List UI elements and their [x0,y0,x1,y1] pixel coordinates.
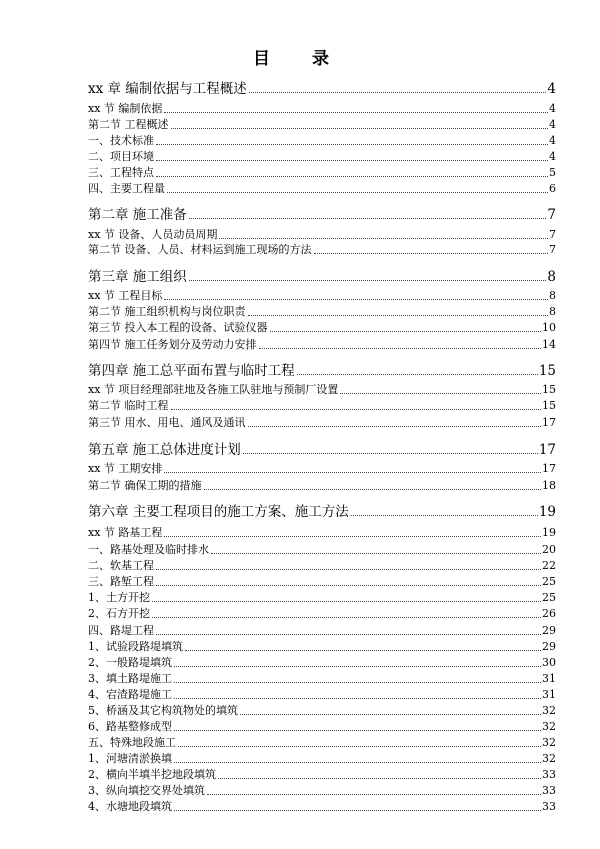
toc-section-entry[interactable] [88,768,556,782]
toc-section-entry[interactable] [88,656,556,670]
toc-entry-label: 一、路基处理及临时排水 [88,543,209,556]
toc-entry-label: 四、路堤工程 [88,624,154,637]
toc-page-number: 7 [549,243,556,256]
dot-leader [314,253,549,254]
toc-entry-label: 第三章 施工组织 [88,269,187,285]
toc-page-number: 14 [542,338,556,351]
toc-chapter-entry[interactable] [88,502,556,520]
toc-page-number: 29 [542,624,556,637]
toc-page-number: 20 [542,543,556,556]
toc-page-number: 8 [549,305,556,318]
toc-entry-label: 1、试验段路堤填筑 [88,640,183,653]
toc-entry-label: xx 节 编制依据 [88,102,163,115]
dot-leader [156,160,548,161]
toc-entry-label: 1、河塘清淤换填 [88,752,172,765]
dot-leader [164,472,541,473]
toc-section-entry[interactable] [88,228,556,242]
toc-entry-label: 第五章 施工总体进度计划 [88,442,241,458]
toc-entry-label: xx 节 设备、人员动员周期 [88,228,218,241]
toc-section-entry[interactable] [88,118,556,132]
toc-section-entry[interactable] [88,462,556,476]
toc-section-entry[interactable] [88,182,556,196]
dot-leader [164,112,548,113]
toc-entry-label: 2、石方开挖 [88,607,150,620]
dot-leader [211,553,541,554]
dot-leader [204,489,542,490]
toc-section-entry[interactable] [88,399,556,413]
toc-section-entry[interactable] [88,607,556,621]
toc-chapter-entry[interactable] [88,361,556,379]
toc-entry-label: 第二节 施工组织机构与岗位职责 [88,305,246,318]
toc-page-number: 4 [549,118,556,131]
dot-leader [178,746,541,747]
toc-entry-label: 2、一般路堤填筑 [88,656,172,669]
toc-section-entry[interactable] [88,704,556,718]
toc-section-entry[interactable] [88,243,556,257]
toc-entry-label: 3、纵向填挖交界处填筑 [88,784,205,797]
toc-page-number: 33 [542,768,556,781]
dot-leader [248,315,549,316]
dot-leader [249,92,547,93]
toc-section-entry[interactable] [88,338,556,352]
toc-page-number: 19 [538,504,556,520]
toc-page-number: 31 [542,672,556,685]
toc-section-entry[interactable] [88,736,556,750]
dot-leader [297,374,538,375]
dot-leader [156,144,548,145]
toc-section-entry[interactable] [88,575,556,589]
toc-section-entry[interactable] [88,688,556,702]
toc-page-number: 17 [542,462,556,475]
toc-page-number: 4 [549,134,556,147]
toc-entry-label: 3、填土路堤施工 [88,672,172,685]
toc-entry-label: 第二节 设备、人员、材料运到施工现场的方法 [88,243,312,256]
toc-entry-label: 第二节 工程概述 [88,118,169,131]
toc-section-entry[interactable] [88,624,556,638]
dot-leader [171,409,542,410]
toc-section-entry[interactable] [88,305,556,319]
toc-page-number: 17 [542,416,556,429]
dot-leader [218,778,541,779]
dot-leader [164,299,548,300]
dot-leader [174,810,541,811]
toc-entry-label: 第三节 投入本工程的设备、试验仪器 [88,321,268,334]
dot-leader [152,617,541,618]
dot-leader [174,666,541,667]
toc-page-number: 29 [542,640,556,653]
toc-chapter-entry[interactable] [88,205,556,223]
toc-entry-label: 第六章 主要工程项目的施工方案、施工方法 [88,504,349,520]
toc-page-number: 4 [547,81,556,97]
dot-leader [167,192,548,193]
toc-page-number: 7 [549,228,556,241]
dot-leader [156,569,541,570]
toc-entry-label: 第四章 施工总平面布置与临时工程 [88,363,295,379]
toc-entry-label: 5、桥涵及其它构筑物处的填筑 [88,704,238,717]
toc-page-number: 5 [549,166,556,179]
toc-section-entry[interactable] [88,591,556,605]
toc-entry-label: 二、项目环境 [88,150,154,163]
toc-page-number: 32 [542,736,556,749]
toc-section-entry[interactable] [88,416,556,430]
toc-page-number: 8 [549,289,556,302]
dot-leader [189,280,547,281]
toc-section-entry[interactable] [88,134,556,148]
dot-leader [248,426,542,427]
toc-entry-label: xx 节 项目经理部驻地及各施工队驻地与预制厂设置 [88,383,339,396]
dot-leader [152,601,541,602]
toc-entry-label: 三、路堑工程 [88,575,154,588]
toc-section-entry[interactable] [88,321,556,335]
dot-leader [243,453,538,454]
toc-page-number: 6 [549,182,556,195]
dot-leader [270,331,542,332]
toc-page-number: 18 [542,479,556,492]
dot-leader [164,536,541,537]
toc-page-number: 25 [542,591,556,604]
toc-entry-label: 6、路基整修成型 [88,720,172,733]
dot-leader [156,176,548,177]
toc-section-entry[interactable] [88,784,556,798]
toc-page-number: 31 [542,688,556,701]
toc-entry-label: 4、宕渣路堤施工 [88,688,172,701]
dot-leader [189,218,547,219]
toc-chapter-entry[interactable] [88,267,556,285]
toc-page-number: 15 [542,383,556,396]
dot-leader [219,238,548,239]
toc-section-entry[interactable] [88,526,556,540]
toc-page-number: 33 [542,784,556,797]
toc-page-number: 4 [549,150,556,163]
toc-section-entry[interactable] [88,102,556,116]
dot-leader [156,585,541,586]
toc-page-number: 19 [542,526,556,539]
page-title: 目 录 [253,49,347,69]
toc-section-entry[interactable] [88,752,556,766]
dot-leader [351,515,538,516]
toc-page-number: 33 [542,800,556,813]
dot-leader [340,393,541,394]
toc-page-number: 15 [538,363,556,379]
toc-section-entry[interactable] [88,559,556,573]
toc-page-number: 8 [547,269,556,285]
toc-section-entry[interactable] [88,720,556,734]
toc-page-number: 7 [547,207,556,223]
dot-leader [174,682,541,683]
toc-entry-label: xx 节 路基工程 [88,526,163,539]
toc-section-entry[interactable] [88,479,556,493]
toc-page-number: 4 [549,102,556,115]
toc-entry-label: 二、软基工程 [88,559,154,572]
toc-page-number: 32 [542,704,556,717]
toc-section-entry[interactable] [88,640,556,654]
toc-chapter-entry[interactable] [88,79,556,97]
toc-page-number: 32 [542,752,556,765]
toc-entry-label: 第四节 施工任务划分及劳动力安排 [88,338,257,351]
dot-leader [174,762,541,763]
toc-entry-label: 四、主要工程量 [88,182,165,195]
dot-leader [174,698,541,699]
toc-section-entry[interactable] [88,383,556,397]
toc-entry-label: 一、技术标准 [88,134,154,147]
toc-entry-label: 三、工程特点 [88,166,154,179]
dot-leader [156,634,541,635]
dot-leader [171,128,549,129]
toc-entry-label: 第二节 确保工期的措施 [88,479,202,492]
toc-entry-label: 第二章 施工准备 [88,207,187,223]
toc-section-entry[interactable] [88,289,556,303]
toc-section-entry[interactable] [88,800,556,814]
toc-page-number: 30 [542,656,556,669]
toc-entry-label: 五、特殊地段施工 [88,736,176,749]
toc-section-entry[interactable] [88,166,556,180]
toc-page-number: 22 [542,559,556,572]
toc-chapter-entry[interactable] [88,440,556,458]
dot-leader [174,730,541,731]
toc-section-entry[interactable] [88,543,556,557]
toc-page-number: 26 [542,607,556,620]
toc-page-number: 17 [538,442,556,458]
dot-leader [259,348,542,349]
toc-entry-label: 第三节 用水、用电、通风及通讯 [88,416,246,429]
dot-leader [207,794,541,795]
toc-page-number: 10 [542,321,556,334]
toc-entry-label: 第二节 临时工程 [88,399,169,412]
toc-section-entry[interactable] [88,672,556,686]
toc-entry-label: xx 章 编制依据与工程概述 [88,81,247,97]
toc-entry-label: 4、水塘地段填筑 [88,800,172,813]
toc-entry-label: 1、土方开挖 [88,591,150,604]
toc-entry-label: 2、横向半填半挖地段填筑 [88,768,216,781]
toc-page-number: 25 [542,575,556,588]
toc-page-number: 15 [542,399,556,412]
dot-leader [185,650,541,651]
toc-page-number: 32 [542,720,556,733]
toc-section-entry[interactable] [88,150,556,164]
toc-entry-label: xx 节 工程目标 [88,289,163,302]
toc-entry-label: xx 节 工期安排 [88,462,163,475]
dot-leader [240,714,541,715]
